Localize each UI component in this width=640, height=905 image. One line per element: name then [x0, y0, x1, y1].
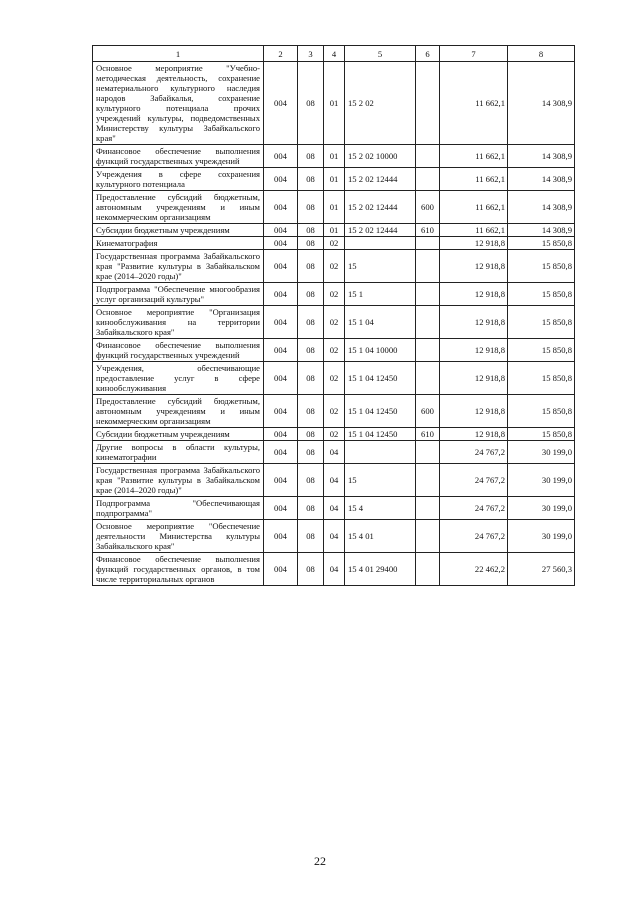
ministry-code-cell: 004: [264, 250, 298, 283]
target-article-cell: 15 1 04 12450: [345, 395, 416, 428]
expense-type-cell: 610: [416, 224, 440, 237]
row-name-cell: Субсидии бюджетным учреждениям: [93, 428, 264, 441]
expense-type-cell: [416, 553, 440, 586]
row-name-cell: Основное мероприятие "Учебно-методическая деятельность, сохранение нематериального культурного наследия народов Забайкалья, сохранение культурного потенциала прочих учреждений культуры, подведомственных Министерству культуры Забайкальского края": [93, 62, 264, 145]
target-article-cell: 15 1 04 10000: [345, 339, 416, 362]
section-code-cell: 08: [298, 224, 324, 237]
header-col-6: 6: [416, 46, 440, 62]
section-code-cell: 08: [298, 191, 324, 224]
amount-year-1-cell: 12 918,8: [440, 237, 508, 250]
table-row: [93, 306, 575, 339]
subsection-code-cell: 02: [324, 283, 345, 306]
ministry-code-cell: 004: [264, 283, 298, 306]
subsection-code-cell: 04: [324, 441, 345, 464]
row-name-cell: Финансовое обеспечение выполнения функций государственных учреждений: [93, 145, 264, 168]
amount-year-2-cell: 15 850,8: [508, 395, 575, 428]
target-article-cell: 15 1 04: [345, 306, 416, 339]
header-col-8: 8: [508, 46, 575, 62]
ministry-code-cell: 004: [264, 191, 298, 224]
header-col-1: 1: [93, 46, 264, 62]
subsection-code-cell: 04: [324, 497, 345, 520]
page-number: 22: [314, 854, 326, 868]
ministry-code-cell: 004: [264, 464, 298, 497]
section-code-cell: 08: [298, 441, 324, 464]
row-name-cell: Предоставление субсидий бюджетным, автономным учреждениям и иным некоммерческим организациям: [93, 395, 264, 428]
section-code-cell: 08: [298, 283, 324, 306]
target-article-cell: 15 2 02 12444: [345, 168, 416, 191]
subsection-code-cell: 02: [324, 428, 345, 441]
subsection-code-cell: 02: [324, 362, 345, 395]
amount-year-1-cell: 24 767,2: [440, 520, 508, 553]
section-code-cell: 08: [298, 62, 324, 145]
amount-year-2-cell: 15 850,8: [508, 237, 575, 250]
amount-year-1-cell: 12 918,8: [440, 339, 508, 362]
table-body: [93, 62, 575, 586]
row-name-cell: Государственная программа Забайкальского края "Развитие культуры в Забайкальском крае (2014–2020 годы)": [93, 464, 264, 497]
table-row: [93, 428, 575, 441]
ministry-code-cell: 004: [264, 237, 298, 250]
row-name-cell: Другие вопросы в области культуры, кинематографии: [93, 441, 264, 464]
expense-type-cell: [416, 306, 440, 339]
table-row: [93, 395, 575, 428]
amount-year-1-cell: 24 767,2: [440, 464, 508, 497]
target-article-cell: 15 4 01 29400: [345, 553, 416, 586]
target-article-cell: 15 2 02 12444: [345, 191, 416, 224]
subsection-code-cell: 02: [324, 306, 345, 339]
row-name-cell: Подпрограмма "Обеспечение многообразия услуг организаций культуры": [93, 283, 264, 306]
row-name-cell: Основное мероприятие "Обеспечение деятельности Министерства культуры Забайкальского края": [93, 520, 264, 553]
expense-type-cell: [416, 441, 440, 464]
table-row: [93, 168, 575, 191]
table-row: [93, 441, 575, 464]
table-row: [93, 362, 575, 395]
table-row: [93, 464, 575, 497]
subsection-code-cell: 02: [324, 395, 345, 428]
amount-year-1-cell: 11 662,1: [440, 62, 508, 145]
amount-year-2-cell: 14 308,9: [508, 168, 575, 191]
section-code-cell: 08: [298, 168, 324, 191]
section-code-cell: 08: [298, 395, 324, 428]
amount-year-2-cell: 15 850,8: [508, 306, 575, 339]
ministry-code-cell: 004: [264, 428, 298, 441]
amount-year-1-cell: 24 767,2: [440, 441, 508, 464]
amount-year-2-cell: 15 850,8: [508, 362, 575, 395]
amount-year-1-cell: 12 918,8: [440, 362, 508, 395]
target-article-cell: 15 4 01: [345, 520, 416, 553]
section-code-cell: 08: [298, 553, 324, 586]
expense-type-cell: [416, 283, 440, 306]
amount-year-1-cell: 11 662,1: [440, 168, 508, 191]
ministry-code-cell: 004: [264, 145, 298, 168]
row-name-cell: Подпрограмма "Обеспечивающая подпрограмма": [93, 497, 264, 520]
amount-year-2-cell: 14 308,9: [508, 224, 575, 237]
section-code-cell: 08: [298, 339, 324, 362]
target-article-cell: 15 1: [345, 283, 416, 306]
ministry-code-cell: 004: [264, 441, 298, 464]
subsection-code-cell: 04: [324, 553, 345, 586]
table-row: [93, 250, 575, 283]
ministry-code-cell: 004: [264, 339, 298, 362]
amount-year-1-cell: 12 918,8: [440, 250, 508, 283]
amount-year-2-cell: 30 199,0: [508, 497, 575, 520]
amount-year-2-cell: 14 308,9: [508, 145, 575, 168]
expense-type-cell: [416, 62, 440, 145]
ministry-code-cell: 004: [264, 497, 298, 520]
amount-year-1-cell: 11 662,1: [440, 191, 508, 224]
amount-year-2-cell: 30 199,0: [508, 520, 575, 553]
subsection-code-cell: 02: [324, 237, 345, 250]
amount-year-1-cell: 11 662,1: [440, 145, 508, 168]
expense-type-cell: 610: [416, 428, 440, 441]
table-row: [93, 237, 575, 250]
row-name-cell: Предоставление субсидий бюджетным, автономным учреждениям и иным некоммерческим организациям: [93, 191, 264, 224]
expense-type-cell: [416, 250, 440, 283]
table-row: [93, 62, 575, 145]
expense-type-cell: [416, 237, 440, 250]
target-article-cell: 15: [345, 250, 416, 283]
expense-type-cell: 600: [416, 191, 440, 224]
subsection-code-cell: 02: [324, 250, 345, 283]
row-name-cell: Государственная программа Забайкальского края "Развитие культуры в Забайкальском крае (2014–2020 годы)": [93, 250, 264, 283]
ministry-code-cell: 004: [264, 168, 298, 191]
target-article-cell: 15 1 04 12450: [345, 362, 416, 395]
amount-year-1-cell: 12 918,8: [440, 283, 508, 306]
target-article-cell: 15 2 02: [345, 62, 416, 145]
amount-year-2-cell: 30 199,0: [508, 441, 575, 464]
expense-type-cell: [416, 362, 440, 395]
target-article-cell: [345, 441, 416, 464]
amount-year-2-cell: 15 850,8: [508, 428, 575, 441]
subsection-code-cell: 04: [324, 520, 345, 553]
amount-year-1-cell: 11 662,1: [440, 224, 508, 237]
subsection-code-cell: 01: [324, 168, 345, 191]
row-name-cell: Субсидии бюджетным учреждениям: [93, 224, 264, 237]
subsection-code-cell: 01: [324, 191, 345, 224]
expense-type-cell: [416, 168, 440, 191]
subsection-code-cell: 02: [324, 339, 345, 362]
amount-year-1-cell: 12 918,8: [440, 395, 508, 428]
section-code-cell: 08: [298, 250, 324, 283]
amount-year-1-cell: 12 918,8: [440, 306, 508, 339]
table-row: [93, 553, 575, 586]
target-article-cell: 15: [345, 464, 416, 497]
row-name-cell: Финансовое обеспечение выполнения функций государственных органов, в том числе территориальных органов: [93, 553, 264, 586]
table-row: [93, 145, 575, 168]
target-article-cell: 15 1 04 12450: [345, 428, 416, 441]
section-code-cell: 08: [298, 145, 324, 168]
budget-table-sheet: [92, 45, 574, 586]
amount-year-2-cell: 14 308,9: [508, 62, 575, 145]
section-code-cell: 08: [298, 497, 324, 520]
table-row: [93, 224, 575, 237]
target-article-cell: 15 4: [345, 497, 416, 520]
row-name-cell: Учреждения в сфере сохранения культурного потенциала: [93, 168, 264, 191]
row-name-cell: Финансовое обеспечение выполнения функций государственных учреждений: [93, 339, 264, 362]
table-row: [93, 520, 575, 553]
ministry-code-cell: 004: [264, 553, 298, 586]
header-row: [93, 46, 575, 62]
header-col-5: 5: [345, 46, 416, 62]
section-code-cell: 08: [298, 362, 324, 395]
section-code-cell: 08: [298, 428, 324, 441]
section-code-cell: 08: [298, 306, 324, 339]
expense-type-cell: 600: [416, 395, 440, 428]
amount-year-1-cell: 12 918,8: [440, 428, 508, 441]
expense-type-cell: [416, 520, 440, 553]
section-code-cell: 08: [298, 464, 324, 497]
amount-year-1-cell: 22 462,2: [440, 553, 508, 586]
subsection-code-cell: 01: [324, 145, 345, 168]
amount-year-2-cell: 15 850,8: [508, 339, 575, 362]
ministry-code-cell: 004: [264, 224, 298, 237]
target-article-cell: 15 2 02 10000: [345, 145, 416, 168]
amount-year-2-cell: 15 850,8: [508, 283, 575, 306]
expense-type-cell: [416, 497, 440, 520]
header-col-7: 7: [440, 46, 508, 62]
header-col-3: 3: [298, 46, 324, 62]
table-row: [93, 339, 575, 362]
ministry-code-cell: 004: [264, 362, 298, 395]
subsection-code-cell: 04: [324, 464, 345, 497]
header-col-2: 2: [264, 46, 298, 62]
amount-year-1-cell: 24 767,2: [440, 497, 508, 520]
expense-type-cell: [416, 339, 440, 362]
amount-year-2-cell: 14 308,9: [508, 191, 575, 224]
amount-year-2-cell: 15 850,8: [508, 250, 575, 283]
ministry-code-cell: 004: [264, 62, 298, 145]
target-article-cell: [345, 237, 416, 250]
header-col-4: 4: [324, 46, 345, 62]
amount-year-2-cell: 30 199,0: [508, 464, 575, 497]
row-name-cell: Основное мероприятие "Организация кинообслуживания на территории Забайкальского края": [93, 306, 264, 339]
ministry-code-cell: 004: [264, 520, 298, 553]
ministry-code-cell: 004: [264, 306, 298, 339]
target-article-cell: 15 2 02 12444: [345, 224, 416, 237]
table-row: [93, 191, 575, 224]
row-name-cell: Учреждения, обеспечивающие предоставление услуг в сфере кинообслуживания: [93, 362, 264, 395]
section-code-cell: 08: [298, 520, 324, 553]
expense-type-cell: [416, 145, 440, 168]
ministry-code-cell: 004: [264, 395, 298, 428]
subsection-code-cell: 01: [324, 62, 345, 145]
table-row: [93, 497, 575, 520]
amount-year-2-cell: 27 560,3: [508, 553, 575, 586]
expense-type-cell: [416, 464, 440, 497]
table-row: [93, 283, 575, 306]
subsection-code-cell: 01: [324, 224, 345, 237]
budget-table: [92, 45, 575, 586]
row-name-cell: Кинематография: [93, 237, 264, 250]
section-code-cell: 08: [298, 237, 324, 250]
